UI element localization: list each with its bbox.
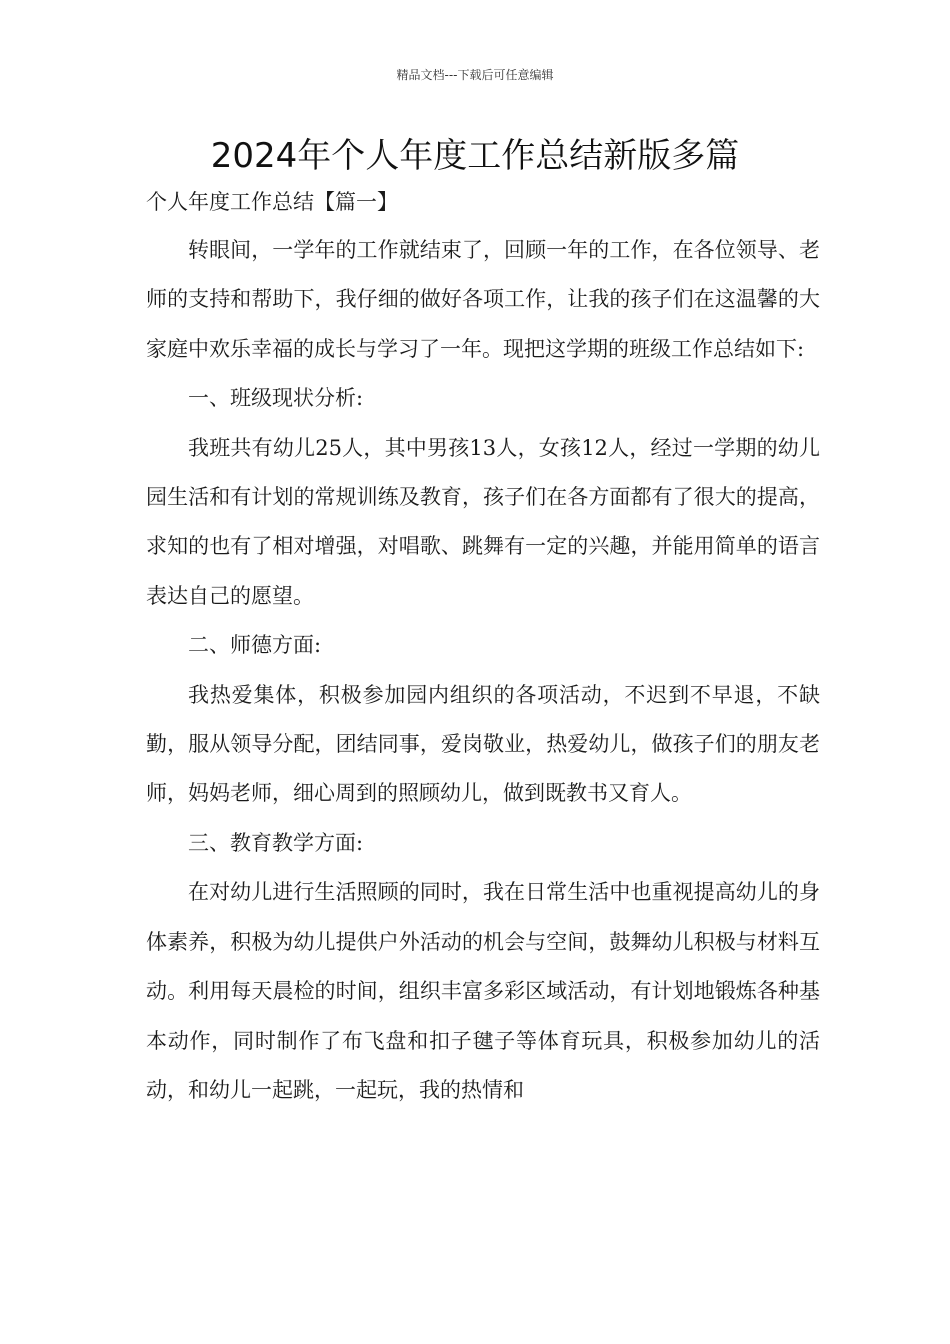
header-note: 精品文档---下载后可任意编辑	[396, 68, 554, 82]
body-text	[146, 226, 820, 1115]
document-title: 2024年个人年度工作总结新版多篇	[210, 136, 740, 176]
paragraph-teacher-ethics: 我热爱集体，积极参加园内组织的各项活动，不迟到不早退，不缺勤，服从领导分配，团结同事，爱岗敬业，热爱幼儿，做孩子们的朋友老师，妈妈老师，细心周到的照顾幼儿，做到既教书又育人。	[146, 682, 820, 806]
paragraph-teaching: 在对幼儿进行生活照顾的同时，我在日常生活中也重视提高幼儿的身体素养，积极为幼儿提供户外活动的机会与空间，鼓舞幼儿积极与材料互动。利用每天晨检的时间，组织丰富多彩区域活动，有计划地锻炼各种基本动作，同时制作了布飞盘和扣子毽子等体育玩具，积极参加幼儿的活动，和幼儿一起跳，一起玩，我的热情和	[146, 880, 820, 1102]
section-title: 个人年度工作总结【篇一】	[146, 190, 398, 214]
heading-teaching: 三、教育教学方面:	[188, 830, 364, 855]
paragraph-intro: 转眼间，一学年的工作就结束了，回顾一年的工作，在各位领导、老师的支持和帮助下，我仔细的做好各项工作，让我的孩子们在这温馨的大家庭中欢乐幸福的成长与学习了一年。现把这学期的班级工作总结如下:	[146, 238, 820, 361]
paragraph-class-status: 我班共有幼儿25人，其中男孩13人，女孩12人，经过一学期的幼儿园生活和有计划的常规训练及教育，孩子们在各方面都有了很大的提高，求知的也有了相对增强，对唱歌、跳舞有一定的兴趣，并能用简单的语言表达自己的愿望。	[146, 435, 820, 608]
heading-class-status: 一、班级现状分析:	[188, 386, 364, 411]
heading-teacher-ethics: 二、师德方面:	[188, 633, 322, 658]
